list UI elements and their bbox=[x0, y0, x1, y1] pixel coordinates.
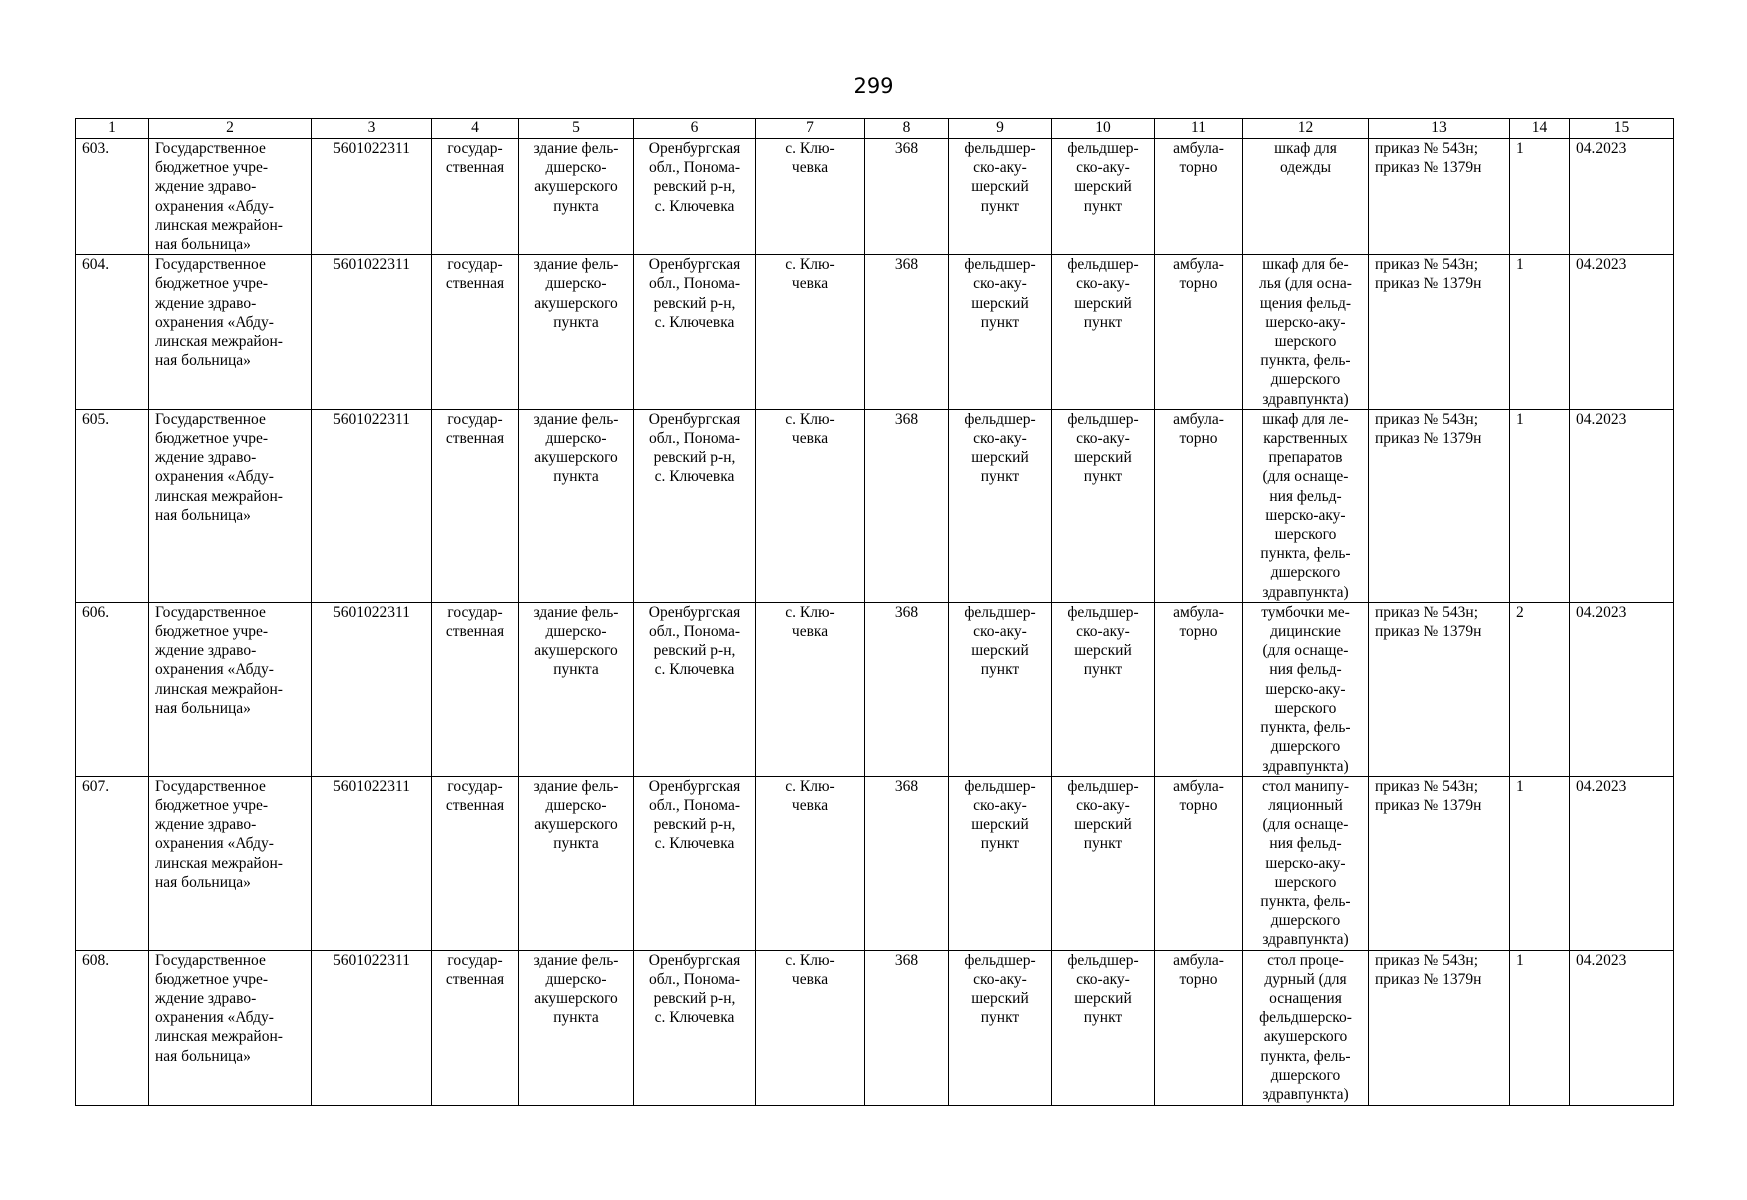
regulation-cell bbox=[1369, 409, 1510, 602]
care-mode: амбула- торно bbox=[1173, 410, 1224, 448]
column-header-14: 14 bbox=[1510, 119, 1570, 139]
quantity: 1 bbox=[1516, 777, 1524, 795]
locality: с. Клю- чевка bbox=[785, 777, 835, 814]
inn-cell bbox=[312, 139, 432, 255]
unit-type: фельдшер- ско-аку- шерский пункт bbox=[964, 410, 1036, 486]
locality-cell bbox=[756, 776, 865, 950]
equipment-name-cell bbox=[1243, 776, 1369, 950]
object-type: здание фель- дшерско- акушерского пункта bbox=[533, 603, 619, 679]
table-row bbox=[76, 139, 1674, 255]
care-mode-cell bbox=[1155, 139, 1243, 255]
locality: с. Клю- чевка bbox=[785, 256, 835, 293]
column-header-1: 1 bbox=[76, 119, 149, 139]
row-number-cell bbox=[76, 139, 149, 255]
date-cell bbox=[1570, 950, 1674, 1105]
locality-cell bbox=[756, 139, 865, 255]
organization-name: Государственное бюджетное учре- ждение здраво- охранения «Абду- линская межрайон- ная больница» bbox=[155, 603, 283, 717]
oktmo-code-cell bbox=[865, 409, 949, 602]
regulation-cell bbox=[1369, 776, 1510, 950]
oktmo-code-cell bbox=[865, 139, 949, 255]
unit-type-cell bbox=[949, 776, 1052, 950]
ownership-form-cell bbox=[432, 139, 519, 255]
care-mode: амбула- торно bbox=[1173, 777, 1224, 814]
unit-type-cell bbox=[949, 950, 1052, 1105]
row-number-cell bbox=[76, 950, 149, 1105]
header-row bbox=[76, 119, 1674, 139]
equipment-name: стол манипу- ляционный (для оснаще- ния фельд- шерско-аку- шерского пункта, фель- дшерского здравпункта) bbox=[1260, 777, 1351, 949]
locality: с. Клю- чевка bbox=[785, 603, 835, 641]
date: 04.2023 bbox=[1576, 140, 1627, 157]
ownership-form-cell bbox=[432, 255, 519, 410]
organization-name-cell bbox=[149, 602, 312, 776]
date-cell bbox=[1570, 139, 1674, 255]
unit-type-cell bbox=[949, 255, 1052, 410]
locality: с. Клю- чевка bbox=[785, 951, 835, 988]
column-header-7: 7 bbox=[756, 119, 865, 139]
ownership-form: государ- ственная bbox=[445, 256, 505, 293]
subdivision: фельдшер- ско-аку- шерский пункт bbox=[1067, 410, 1139, 486]
quantity-cell bbox=[1510, 139, 1570, 255]
quantity: 1 bbox=[1516, 140, 1524, 157]
subdivision: фельдшер- ско-аку- шерский пункт bbox=[1067, 140, 1139, 215]
oktmo-code-cell bbox=[865, 776, 949, 950]
organization-name: Государственное бюджетное учре- ждение здраво- охранения «Абду- линская межрайон- ная больница» bbox=[155, 951, 283, 1065]
locality-cell bbox=[756, 409, 865, 602]
date-cell bbox=[1570, 409, 1674, 602]
inn-cell bbox=[312, 776, 432, 950]
care-mode-cell bbox=[1155, 602, 1243, 776]
oktmo-code: 368 bbox=[894, 140, 919, 157]
organization-name: Государственное бюджетное учре- ждение здраво- охранения «Абду- линская межрайон- ная больница» bbox=[155, 410, 283, 524]
ownership-form-cell bbox=[432, 602, 519, 776]
oktmo-code: 368 bbox=[894, 256, 919, 274]
date: 04.2023 bbox=[1576, 777, 1627, 795]
date: 04.2023 bbox=[1576, 410, 1627, 428]
ownership-form: государ- ственная bbox=[445, 777, 505, 814]
address: Оренбургская обл., Понома- ревский р-н, с. Ключевка bbox=[648, 951, 741, 1027]
oktmo-code-cell bbox=[865, 950, 949, 1105]
regulation: приказ № 543н; приказ № 1379н bbox=[1375, 256, 1482, 293]
address: Оренбургская обл., Понома- ревский р-н, с. Ключевка bbox=[648, 603, 741, 679]
address: Оренбургская обл., Понома- ревский р-н, с. Ключевка bbox=[648, 256, 741, 331]
care-mode-cell bbox=[1155, 776, 1243, 950]
inn: 5601022311 bbox=[333, 951, 410, 969]
object-type: здание фель- дшерско- акушерского пункта bbox=[533, 951, 619, 1027]
table-row bbox=[76, 602, 1674, 776]
locality: с. Клю- чевка bbox=[785, 410, 835, 448]
care-mode-cell bbox=[1155, 409, 1243, 602]
ownership-form: государ- ственная bbox=[445, 603, 505, 641]
unit-type: фельдшер- ско-аку- шерский пункт bbox=[964, 951, 1036, 1027]
regulation: приказ № 543н; приказ № 1379н bbox=[1375, 951, 1482, 988]
subdivision: фельдшер- ско-аку- шерский пункт bbox=[1067, 777, 1139, 853]
row-number: 607. bbox=[82, 777, 110, 795]
date-cell bbox=[1570, 255, 1674, 410]
column-header-13: 13 bbox=[1369, 119, 1510, 139]
registry-table bbox=[75, 118, 1674, 1106]
organization-name-cell bbox=[149, 255, 312, 410]
regulation-cell bbox=[1369, 602, 1510, 776]
organization-name: Государственное бюджетное учре- ждение здраво- охранения «Абду- линская межрайон- ная больница» bbox=[155, 777, 283, 891]
regulation: приказ № 543н; приказ № 1379н bbox=[1375, 777, 1482, 814]
locality-cell bbox=[756, 602, 865, 776]
address: Оренбургская обл., Понома- ревский р-н, с. Ключевка bbox=[648, 777, 741, 853]
object-type: здание фель- дшерско- акушерского пункта bbox=[533, 140, 619, 215]
quantity: 1 bbox=[1516, 256, 1524, 274]
unit-type-cell bbox=[949, 602, 1052, 776]
care-mode-cell bbox=[1155, 255, 1243, 410]
quantity-cell bbox=[1510, 602, 1570, 776]
quantity: 1 bbox=[1516, 951, 1524, 969]
equipment-name: шкаф для бе- лья (для осна- щения фельд- шерско-аку- шерского пункта, фель- дшерского здравпункта) bbox=[1259, 256, 1352, 408]
column-header-11: 11 bbox=[1155, 119, 1243, 139]
subdivision: фельдшер- ско-аку- шерский пункт bbox=[1067, 603, 1139, 679]
quantity-cell bbox=[1510, 950, 1570, 1105]
ownership-form-cell bbox=[432, 409, 519, 602]
quantity-cell bbox=[1510, 776, 1570, 950]
care-mode: амбула- торно bbox=[1173, 951, 1224, 988]
quantity: 2 bbox=[1516, 603, 1524, 621]
object-type: здание фель- дшерско- акушерского пункта bbox=[533, 410, 619, 486]
locality-cell bbox=[756, 255, 865, 410]
inn-cell bbox=[312, 255, 432, 410]
equipment-name-cell bbox=[1243, 255, 1369, 410]
organization-name: Государственное бюджетное учре- ждение здраво- охранения «Абду- линская межрайон- ная больница» bbox=[155, 256, 283, 370]
quantity-cell bbox=[1510, 255, 1570, 410]
column-header-4: 4 bbox=[432, 119, 519, 139]
inn: 5601022311 bbox=[333, 256, 410, 274]
object-type-cell bbox=[519, 602, 634, 776]
unit-type: фельдшер- ско-аку- шерский пункт bbox=[964, 140, 1036, 215]
row-number: 608. bbox=[82, 951, 110, 969]
unit-type-cell bbox=[949, 139, 1052, 255]
inn: 5601022311 bbox=[333, 603, 410, 621]
address: Оренбургская обл., Понома- ревский р-н, с. Ключевка bbox=[648, 140, 741, 215]
row-number: 605. bbox=[82, 410, 110, 428]
unit-type: фельдшер- ско-аку- шерский пункт bbox=[964, 603, 1036, 679]
table-row bbox=[76, 950, 1674, 1105]
object-type-cell bbox=[519, 139, 634, 255]
care-mode: амбула- торно bbox=[1173, 140, 1224, 177]
table-row bbox=[76, 255, 1674, 410]
registry-body bbox=[76, 139, 1674, 1106]
care-mode-cell bbox=[1155, 950, 1243, 1105]
object-type-cell bbox=[519, 255, 634, 410]
table-row bbox=[76, 776, 1674, 950]
row-number-cell bbox=[76, 255, 149, 410]
inn: 5601022311 bbox=[333, 777, 410, 795]
inn-cell bbox=[312, 602, 432, 776]
inn: 5601022311 bbox=[333, 410, 410, 428]
inn: 5601022311 bbox=[333, 140, 410, 157]
column-header-8: 8 bbox=[865, 119, 949, 139]
ownership-form-cell bbox=[432, 950, 519, 1105]
locality: с. Клю- чевка bbox=[785, 140, 835, 177]
date: 04.2023 bbox=[1576, 603, 1627, 621]
regulation: приказ № 543н; приказ № 1379н bbox=[1375, 410, 1482, 448]
object-type-cell bbox=[519, 409, 634, 602]
column-header-12: 12 bbox=[1243, 119, 1369, 139]
organization-name-cell bbox=[149, 409, 312, 602]
ownership-form: государ- ственная bbox=[445, 140, 505, 177]
subdivision-cell bbox=[1052, 950, 1155, 1105]
equipment-name: шкаф для ле- карственных препаратов (для оснаще- ния фельд- шерско-аку- шерского пункта, фель- дшерского здравпункта) bbox=[1260, 410, 1351, 601]
ownership-form: государ- ственная bbox=[445, 951, 505, 988]
address-cell bbox=[634, 950, 756, 1105]
subdivision: фельдшер- ско-аку- шерский пункт bbox=[1067, 951, 1139, 1027]
organization-name-cell bbox=[149, 139, 312, 255]
column-header-5: 5 bbox=[519, 119, 634, 139]
inn-cell bbox=[312, 950, 432, 1105]
date-cell bbox=[1570, 776, 1674, 950]
care-mode: амбула- торно bbox=[1173, 256, 1224, 293]
subdivision: фельдшер- ско-аку- шерский пункт bbox=[1067, 256, 1139, 331]
address: Оренбургская обл., Понома- ревский р-н, с. Ключевка bbox=[648, 410, 741, 486]
regulation: приказ № 543н; приказ № 1379н bbox=[1375, 603, 1482, 641]
care-mode: амбула- торно bbox=[1173, 603, 1224, 641]
organization-name-cell bbox=[149, 776, 312, 950]
column-header-3: 3 bbox=[312, 119, 432, 139]
quantity: 1 bbox=[1516, 410, 1524, 428]
row-number: 606. bbox=[82, 603, 110, 621]
subdivision-cell bbox=[1052, 776, 1155, 950]
oktmo-code: 368 bbox=[894, 951, 919, 969]
unit-type: фельдшер- ско-аку- шерский пункт bbox=[964, 256, 1036, 331]
object-type: здание фель- дшерско- акушерского пункта bbox=[533, 777, 619, 853]
object-type-cell bbox=[519, 950, 634, 1105]
row-number-cell bbox=[76, 776, 149, 950]
unit-type-cell bbox=[949, 409, 1052, 602]
column-header-2: 2 bbox=[149, 119, 312, 139]
address-cell bbox=[634, 409, 756, 602]
row-number-cell bbox=[76, 409, 149, 602]
date-cell bbox=[1570, 602, 1674, 776]
address-cell bbox=[634, 776, 756, 950]
organization-name-cell bbox=[149, 950, 312, 1105]
address-cell bbox=[634, 255, 756, 410]
organization-name: Государственное бюджетное учре- ждение здраво- охранения «Абду- линская межрайон- ная больница» bbox=[155, 140, 283, 254]
column-header-15: 15 bbox=[1570, 119, 1674, 139]
oktmo-code: 368 bbox=[894, 777, 919, 795]
equipment-name-cell bbox=[1243, 409, 1369, 602]
object-type-cell bbox=[519, 776, 634, 950]
ownership-form-cell bbox=[432, 776, 519, 950]
oktmo-code-cell bbox=[865, 255, 949, 410]
ownership-form: государ- ственная bbox=[445, 410, 505, 448]
column-header-9: 9 bbox=[949, 119, 1052, 139]
equipment-name: тумбочки ме- дицинские (для оснаще- ния фельд- шерско-аку- шерского пункта, фель- дшерского здравпункта) bbox=[1260, 603, 1351, 775]
equipment-name: шкаф для одежды bbox=[1274, 140, 1337, 177]
regulation: приказ № 543н; приказ № 1379н bbox=[1375, 140, 1482, 177]
regulation-cell bbox=[1369, 950, 1510, 1105]
row-number-cell bbox=[76, 602, 149, 776]
column-header-10: 10 bbox=[1052, 119, 1155, 139]
address-cell bbox=[634, 139, 756, 255]
object-type: здание фель- дшерско- акушерского пункта bbox=[533, 256, 619, 331]
subdivision-cell bbox=[1052, 602, 1155, 776]
oktmo-code: 368 bbox=[894, 410, 919, 428]
table-row bbox=[76, 409, 1674, 602]
regulation-cell bbox=[1369, 139, 1510, 255]
equipment-name-cell bbox=[1243, 950, 1369, 1105]
regulation-cell bbox=[1369, 255, 1510, 410]
equipment-name-cell bbox=[1243, 602, 1369, 776]
equipment-name: стол проце- дурный (для оснащения фельдшерско- акушерского пункта, фель- дшерского здравпункта) bbox=[1259, 951, 1352, 1103]
subdivision-cell bbox=[1052, 255, 1155, 410]
quantity-cell bbox=[1510, 409, 1570, 602]
oktmo-code-cell bbox=[865, 602, 949, 776]
column-header-6: 6 bbox=[634, 119, 756, 139]
inn-cell bbox=[312, 409, 432, 602]
subdivision-cell bbox=[1052, 139, 1155, 255]
address-cell bbox=[634, 602, 756, 776]
date: 04.2023 bbox=[1576, 951, 1627, 969]
page-number: 299 bbox=[853, 74, 894, 98]
date: 04.2023 bbox=[1576, 256, 1627, 274]
subdivision-cell bbox=[1052, 409, 1155, 602]
row-number: 603. bbox=[82, 140, 110, 157]
row-number: 604. bbox=[82, 256, 110, 274]
oktmo-code: 368 bbox=[894, 603, 919, 621]
unit-type: фельдшер- ско-аку- шерский пункт bbox=[964, 777, 1036, 853]
equipment-name-cell bbox=[1243, 139, 1369, 255]
locality-cell bbox=[756, 950, 865, 1105]
